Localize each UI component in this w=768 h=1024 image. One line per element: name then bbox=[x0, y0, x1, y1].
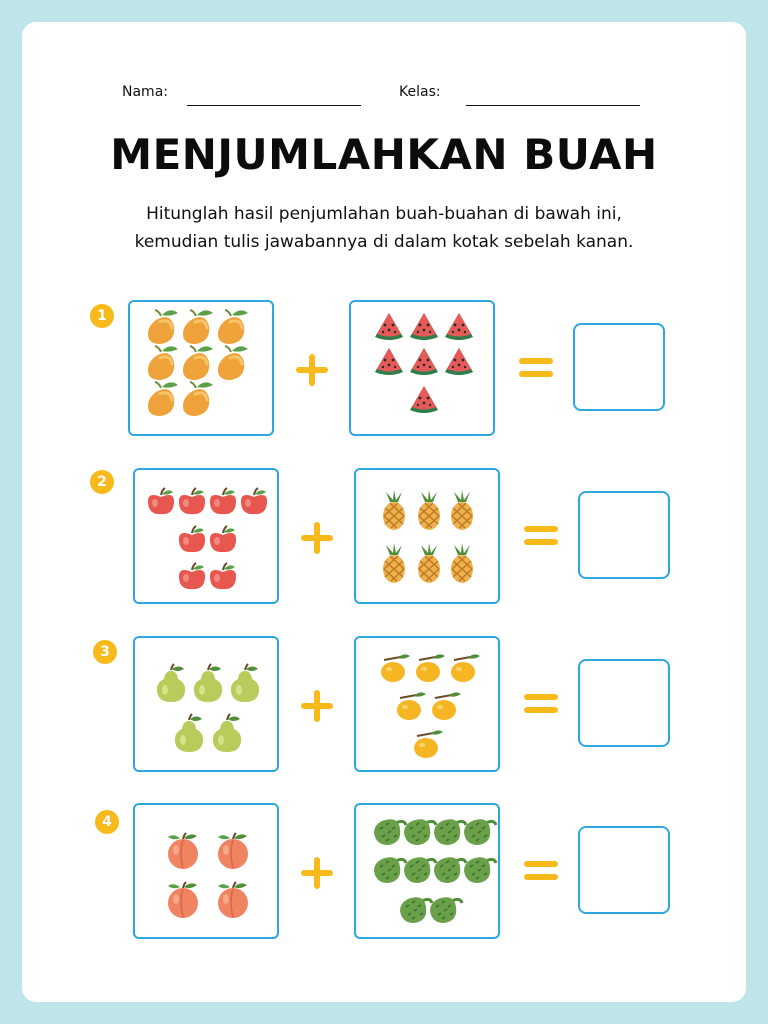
watermelon-slice-icon bbox=[410, 313, 438, 340]
pear-icon bbox=[194, 664, 222, 702]
mango-icon bbox=[148, 346, 178, 380]
equals-icon bbox=[518, 356, 554, 384]
lemon-icon bbox=[451, 654, 480, 682]
pineapple-icon bbox=[383, 490, 405, 530]
page-title: MENJUMLAHKAN BUAH bbox=[110, 130, 658, 179]
peach-icon bbox=[168, 882, 198, 918]
instruction-line-1: Hitunglah hasil penjumlahan buah-buahan di bawah ini, bbox=[146, 204, 622, 224]
answer-box[interactable] bbox=[573, 323, 665, 411]
plus-icon bbox=[294, 352, 330, 392]
lemon-icon bbox=[432, 692, 461, 720]
name-label: Nama: bbox=[122, 84, 168, 100]
plus-icon bbox=[299, 688, 335, 728]
instruction-line-2: kemudian tulis jawabannya di dalam kotak sebelah kanan. bbox=[134, 232, 634, 252]
peach-icon bbox=[218, 882, 248, 918]
pear-icon bbox=[157, 664, 185, 702]
lemon-icon bbox=[416, 654, 445, 682]
mango-icon bbox=[183, 310, 213, 344]
lemon-icon bbox=[414, 730, 443, 758]
lemon-icon bbox=[397, 692, 426, 720]
apple-icon bbox=[179, 526, 205, 552]
apple-icon bbox=[148, 488, 174, 514]
right-fruit-box bbox=[354, 636, 500, 772]
equals-icon bbox=[523, 692, 559, 720]
right-fruit-box bbox=[354, 468, 500, 604]
right-fruit-box bbox=[349, 300, 495, 436]
peach-icon bbox=[218, 833, 248, 869]
soursop-icon bbox=[404, 819, 436, 845]
soursop-icon bbox=[404, 857, 436, 883]
mango-icon bbox=[183, 382, 213, 416]
answer-box[interactable] bbox=[578, 659, 670, 747]
instructions bbox=[22, 200, 746, 256]
mango-icon bbox=[148, 382, 178, 416]
soursop-icon bbox=[434, 819, 466, 845]
apple-icon bbox=[210, 563, 236, 589]
soursop-icon bbox=[374, 857, 406, 883]
apple-icon bbox=[210, 526, 236, 552]
left-fruit-box bbox=[128, 300, 274, 436]
pineapple-icon bbox=[383, 543, 405, 583]
soursop-icon bbox=[464, 857, 496, 883]
soursop-icon bbox=[434, 857, 466, 883]
problem-number-badge: 3 bbox=[93, 640, 117, 664]
apple-icon bbox=[179, 563, 205, 589]
lemon-icon bbox=[381, 654, 410, 682]
mango-icon bbox=[218, 346, 248, 380]
soursop-icon bbox=[430, 897, 462, 923]
soursop-icon bbox=[400, 897, 432, 923]
apple-icon bbox=[179, 488, 205, 514]
problem-number-badge: 1 bbox=[90, 304, 114, 328]
name-input-line[interactable] bbox=[187, 105, 361, 106]
equals-icon bbox=[523, 524, 559, 552]
peach-icon bbox=[168, 833, 198, 869]
soursop-icon bbox=[464, 819, 496, 845]
soursop-icon bbox=[374, 819, 406, 845]
left-fruit-box bbox=[133, 803, 279, 939]
answer-box[interactable] bbox=[578, 826, 670, 914]
watermelon-slice-icon bbox=[410, 348, 438, 375]
problem-number-badge: 2 bbox=[90, 470, 114, 494]
mango-icon bbox=[183, 346, 213, 380]
pineapple-icon bbox=[418, 543, 440, 583]
pear-icon bbox=[175, 714, 203, 752]
mango-icon bbox=[148, 310, 178, 344]
plus-icon bbox=[299, 520, 335, 560]
pear-icon bbox=[213, 714, 241, 752]
plus-icon bbox=[299, 855, 335, 895]
apple-icon bbox=[241, 488, 267, 514]
left-fruit-box bbox=[133, 468, 279, 604]
class-input-line[interactable] bbox=[466, 105, 640, 106]
apple-icon bbox=[210, 488, 236, 514]
mango-icon bbox=[218, 310, 248, 344]
left-fruit-box bbox=[133, 636, 279, 772]
problem-number-badge: 4 bbox=[95, 810, 119, 834]
answer-box[interactable] bbox=[578, 491, 670, 579]
watermelon-slice-icon bbox=[375, 348, 403, 375]
watermelon-slice-icon bbox=[445, 313, 473, 340]
pear-icon bbox=[231, 664, 259, 702]
watermelon-slice-icon bbox=[375, 313, 403, 340]
pineapple-icon bbox=[451, 543, 473, 583]
watermelon-slice-icon bbox=[410, 386, 438, 413]
right-fruit-box bbox=[354, 803, 500, 939]
pineapple-icon bbox=[451, 490, 473, 530]
watermelon-slice-icon bbox=[445, 348, 473, 375]
pineapple-icon bbox=[418, 490, 440, 530]
equals-icon bbox=[523, 859, 559, 887]
class-label: Kelas: bbox=[399, 84, 441, 100]
